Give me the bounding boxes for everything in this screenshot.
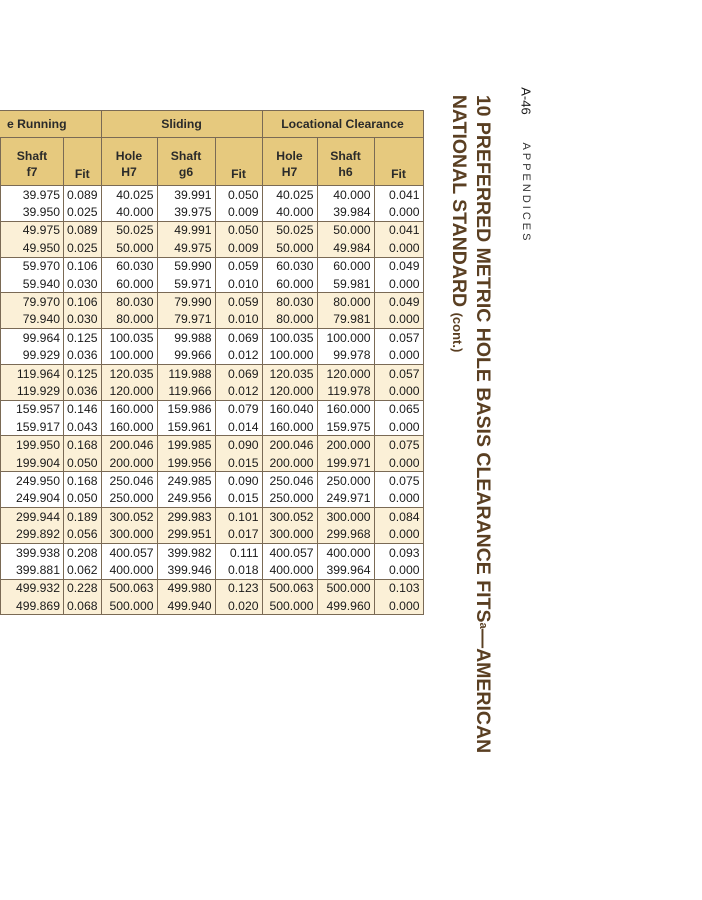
table-cell: 200.046: [101, 436, 157, 454]
table-cell: 159.917: [1, 418, 64, 436]
table-row: [0, 382, 423, 400]
table-cell: 399.982: [157, 543, 215, 561]
table-cell: 0.036: [64, 347, 102, 365]
table-cell: 159.957: [1, 400, 64, 418]
table-cell: 50.025: [262, 221, 317, 239]
table-cell: 100.000: [101, 347, 157, 365]
table-cell: 0.069: [215, 329, 262, 347]
title-cont: (cont.): [450, 312, 465, 353]
table-cell: 0.146: [64, 400, 102, 418]
table-cell: 0.010: [215, 311, 262, 329]
table-cell: 399.964: [317, 561, 374, 579]
table-cell: 50.000: [262, 239, 317, 257]
table-cell: 160.000: [101, 418, 157, 436]
table-cell: 0.020: [215, 597, 262, 615]
table-cell: 0.101: [215, 508, 262, 526]
table-cell: 0.018: [215, 561, 262, 579]
table-row: [0, 490, 423, 508]
table-cell: 0.000: [374, 418, 423, 436]
col-sublabel: f7: [26, 164, 38, 179]
table-cell: 0.050: [215, 186, 262, 204]
table-cell: 120.035: [262, 364, 317, 382]
table-cell: 499.869: [1, 597, 64, 615]
table-cell: 39.984: [317, 203, 374, 221]
table-cell: 60.030: [262, 257, 317, 275]
table-cell: 99.978: [317, 347, 374, 365]
table-row: [0, 275, 423, 293]
table-cell: 399.946: [157, 561, 215, 579]
table-cell: 200.000: [317, 436, 374, 454]
table-row: [0, 221, 423, 239]
table-cell: 400.000: [317, 543, 374, 561]
table-cell: 249.956: [157, 490, 215, 508]
table-cell: 39.991: [157, 186, 215, 204]
table-cell: 0.000: [374, 525, 423, 543]
table-cell: 0.030: [64, 275, 102, 293]
table-cell: 500.000: [101, 597, 157, 615]
table-cell: 50.025: [101, 221, 157, 239]
table-cell: 0.000: [374, 382, 423, 400]
table-cell: 60.000: [101, 275, 157, 293]
table-cell: 200.000: [262, 454, 317, 472]
table-row: [0, 293, 423, 311]
table-cell: 250.000: [101, 490, 157, 508]
table-cell: 250.000: [262, 490, 317, 508]
table-cell: 40.000: [101, 203, 157, 221]
table-cell: 0.089: [64, 221, 102, 239]
title-line-1: [471, 95, 495, 753]
table-cell: 300.000: [101, 525, 157, 543]
table-cell: 0.075: [374, 436, 423, 454]
table-cell: 0.010: [215, 275, 262, 293]
table-cell: 300.000: [317, 508, 374, 526]
table-cell: 99.964: [1, 329, 64, 347]
table-row: [0, 400, 423, 418]
table-cell: 160.040: [262, 400, 317, 418]
table-cell: 0.059: [215, 257, 262, 275]
table-title: [445, 95, 495, 753]
table-row: [0, 436, 423, 454]
table-cell: 0.041: [374, 186, 423, 204]
table-cell: 299.983: [157, 508, 215, 526]
col-header-shaft-f7: [1, 138, 64, 186]
table-cell: 120.000: [262, 382, 317, 400]
table-cell: 160.000: [317, 400, 374, 418]
table-cell: 250.046: [262, 472, 317, 490]
table-cell: 0.014: [215, 418, 262, 436]
table-cell: 0.000: [374, 347, 423, 365]
table-cell: 119.988: [157, 364, 215, 382]
table-cell: 160.000: [262, 418, 317, 436]
table-row: [0, 203, 423, 221]
table-cell: 50.000: [101, 239, 157, 257]
table-cell: 99.929: [1, 347, 64, 365]
table-cell: 40.025: [101, 186, 157, 204]
table-cell: 79.971: [157, 311, 215, 329]
table-cell: 499.940: [157, 597, 215, 615]
title-text: 10 PREFERRED METRIC HOLE BASIS CLEARANCE FITS: [472, 94, 494, 623]
col-header-fit: Fit: [64, 138, 102, 186]
table-cell: 499.980: [157, 579, 215, 597]
table-cell: 40.025: [262, 186, 317, 204]
table-cell: 0.000: [374, 311, 423, 329]
table-cell: 500.000: [262, 597, 317, 615]
table-cell: 0.009: [215, 203, 262, 221]
table-cell: 99.988: [157, 329, 215, 347]
table-cell: 300.052: [262, 508, 317, 526]
table-cell: 99.966: [157, 347, 215, 365]
table-cell: 80.000: [317, 293, 374, 311]
table-cell: 300.052: [101, 508, 157, 526]
table-row: [0, 257, 423, 275]
table-cell: 59.990: [157, 257, 215, 275]
table-cell: 299.951: [157, 525, 215, 543]
table-cell: 119.966: [157, 382, 215, 400]
table-row: [0, 472, 423, 490]
title-text-end: —AMERICAN: [472, 628, 494, 754]
col-header-fit: Fit: [374, 138, 423, 186]
table-cell: 0.125: [64, 364, 102, 382]
table-cell: 0.059: [215, 293, 262, 311]
table-cell: 0.012: [215, 347, 262, 365]
table-cell: 59.940: [1, 275, 64, 293]
table-cell: 60.030: [101, 257, 157, 275]
table-cell: 39.975: [1, 186, 64, 204]
group-header-running: e Running: [0, 111, 101, 138]
col-label: Shaft: [170, 148, 202, 163]
table-cell: 100.000: [317, 329, 374, 347]
table-cell: 500.063: [101, 579, 157, 597]
table-cell: 159.961: [157, 418, 215, 436]
table-cell: 0.057: [374, 329, 423, 347]
table-row: [0, 239, 423, 257]
table-cell: 0.125: [64, 329, 102, 347]
table-cell: 79.981: [317, 311, 374, 329]
table-cell: 199.971: [317, 454, 374, 472]
table-cell: 39.950: [1, 203, 64, 221]
table-cell: 0.050: [64, 454, 102, 472]
table-cell: 0.000: [374, 275, 423, 293]
group-header-locational-clearance: Locational Clearance: [262, 111, 423, 138]
table-cell: 0.103: [374, 579, 423, 597]
table-cell: 79.990: [157, 293, 215, 311]
table-cell: 59.971: [157, 275, 215, 293]
col-header-shaft-h6: [317, 138, 374, 186]
table-cell: 0.065: [374, 400, 423, 418]
table-cell: 299.892: [1, 525, 64, 543]
table-cell: 499.960: [317, 597, 374, 615]
table-cell: 249.971: [317, 490, 374, 508]
table-cell: 0.049: [374, 257, 423, 275]
title-line-2: [445, 95, 471, 753]
page-number: A-46: [518, 87, 534, 115]
table-cell: 400.057: [101, 543, 157, 561]
table-row: [0, 525, 423, 543]
table-cell: 500.063: [262, 579, 317, 597]
table-cell: 59.970: [1, 257, 64, 275]
table-cell: 159.975: [317, 418, 374, 436]
table-cell: 80.030: [262, 293, 317, 311]
table-cell: 0.000: [374, 597, 423, 615]
table-cell: 49.950: [1, 239, 64, 257]
table-cell: 299.968: [317, 525, 374, 543]
title-footnote-mark: a: [477, 622, 489, 629]
table-cell: 299.944: [1, 508, 64, 526]
table-cell: 39.975: [157, 203, 215, 221]
table-cell: 49.984: [317, 239, 374, 257]
table-cell: 49.991: [157, 221, 215, 239]
table-cell: 0.208: [64, 543, 102, 561]
table-cell: 399.881: [1, 561, 64, 579]
table-cell: 0.111: [215, 543, 262, 561]
table-cell: 60.000: [317, 257, 374, 275]
table-cell: 40.000: [262, 203, 317, 221]
col-header-fit: Fit: [215, 138, 262, 186]
table-cell: 100.000: [262, 347, 317, 365]
table-row: [0, 579, 423, 597]
table-cell: 0.030: [64, 311, 102, 329]
table-cell: 50.000: [317, 221, 374, 239]
table-cell: 199.956: [157, 454, 215, 472]
table-row: [0, 597, 423, 615]
table-cell: 40.000: [317, 186, 374, 204]
table-row: [0, 508, 423, 526]
table-row: [0, 561, 423, 579]
table-cell: 0.012: [215, 382, 262, 400]
table-cell: 0.062: [64, 561, 102, 579]
table-row: [0, 543, 423, 561]
table-cell: 0.089: [64, 186, 102, 204]
table-cell: 0.057: [374, 364, 423, 382]
table-row: [0, 418, 423, 436]
table-cell: 0.093: [374, 543, 423, 561]
table-cell: 499.932: [1, 579, 64, 597]
table-cell: 0.106: [64, 293, 102, 311]
table-cell: 0.043: [64, 418, 102, 436]
table-cell: 0.015: [215, 490, 262, 508]
col-label: Hole: [276, 148, 303, 163]
table-row: [0, 364, 423, 382]
table-cell: 0.050: [64, 490, 102, 508]
table-cell: 500.000: [317, 579, 374, 597]
table-cell: 60.000: [262, 275, 317, 293]
table-cell: 0.168: [64, 472, 102, 490]
table-cell: 249.985: [157, 472, 215, 490]
table-cell: 79.940: [1, 311, 64, 329]
table-cell: 0.041: [374, 221, 423, 239]
table-cell: 120.000: [101, 382, 157, 400]
table-cell: 0.000: [374, 561, 423, 579]
col-header-shaft-g6: [157, 138, 215, 186]
table-cell: 79.970: [1, 293, 64, 311]
table-cell: 0.015: [215, 454, 262, 472]
table-cell: 0.049: [374, 293, 423, 311]
col-sublabel: g6: [178, 164, 194, 179]
table-cell: 300.000: [262, 525, 317, 543]
table-cell: 250.046: [101, 472, 157, 490]
col-header-hole-h7: [101, 138, 157, 186]
table-cell: 119.978: [317, 382, 374, 400]
table-cell: 0.017: [215, 525, 262, 543]
table-cell: 200.000: [101, 454, 157, 472]
table-cell: 100.035: [101, 329, 157, 347]
table-cell: 400.057: [262, 543, 317, 561]
table-cell: 119.929: [1, 382, 64, 400]
table-cell: 0.025: [64, 203, 102, 221]
group-header-sliding: Sliding: [101, 111, 262, 138]
table-cell: 80.000: [262, 311, 317, 329]
col-label: Hole: [115, 148, 143, 163]
col-header-hole-h7: [262, 138, 317, 186]
table-cell: 200.046: [262, 436, 317, 454]
table-cell: 199.985: [157, 436, 215, 454]
table-cell: 0.079: [215, 400, 262, 418]
table-cell: 160.000: [101, 400, 157, 418]
table-cell: 0.084: [374, 508, 423, 526]
table-cell: 0.056: [64, 525, 102, 543]
table-cell: 80.000: [101, 311, 157, 329]
table-cell: 0.090: [215, 472, 262, 490]
table-cell: 0.000: [374, 454, 423, 472]
table-row: [0, 454, 423, 472]
table-cell: 49.975: [1, 221, 64, 239]
table-cell: 0.000: [374, 203, 423, 221]
table-cell: 0.090: [215, 436, 262, 454]
col-sublabel: h6: [338, 164, 353, 179]
table-cell: 250.000: [317, 472, 374, 490]
table-cell: 0.068: [64, 597, 102, 615]
table-cell: 199.950: [1, 436, 64, 454]
table-cell: 0.189: [64, 508, 102, 526]
table-row: [0, 186, 423, 204]
table-cell: 249.950: [1, 472, 64, 490]
table-cell: 0.106: [64, 257, 102, 275]
table-cell: 0.069: [215, 364, 262, 382]
table-cell: 120.035: [101, 364, 157, 382]
col-sublabel: H7: [121, 164, 137, 179]
table-cell: 0.168: [64, 436, 102, 454]
table-cell: 100.035: [262, 329, 317, 347]
table-row: [0, 347, 423, 365]
table-cell: 0.050: [215, 221, 262, 239]
table-cell: 249.904: [1, 490, 64, 508]
title-text-2: NATIONAL STANDARD: [448, 94, 470, 308]
col-label: Shaft: [330, 148, 361, 163]
table-cell: 0.025: [64, 239, 102, 257]
table-cell: 49.975: [157, 239, 215, 257]
col-label: Shaft: [16, 148, 48, 163]
table-cell: 59.981: [317, 275, 374, 293]
table-cell: 0.228: [64, 579, 102, 597]
table-cell: 0.009: [215, 239, 262, 257]
table-cell: 0.123: [215, 579, 262, 597]
table-cell: 399.938: [1, 543, 64, 561]
table-cell: 119.964: [1, 364, 64, 382]
clearance-fits-table: [0, 110, 424, 615]
table-cell: 80.030: [101, 293, 157, 311]
table-cell: 120.000: [317, 364, 374, 382]
table-cell: 0.000: [374, 239, 423, 257]
section-label: APPENDICES: [520, 142, 532, 244]
table-cell: 400.000: [101, 561, 157, 579]
table-cell: 199.904: [1, 454, 64, 472]
col-sublabel: H7: [281, 164, 298, 179]
table-cell: 159.986: [157, 400, 215, 418]
table-cell: 0.036: [64, 382, 102, 400]
table-cell: 400.000: [262, 561, 317, 579]
table-cell: 0.075: [374, 472, 423, 490]
table-row: [0, 329, 423, 347]
table-row: [0, 311, 423, 329]
table-cell: 0.000: [374, 490, 423, 508]
